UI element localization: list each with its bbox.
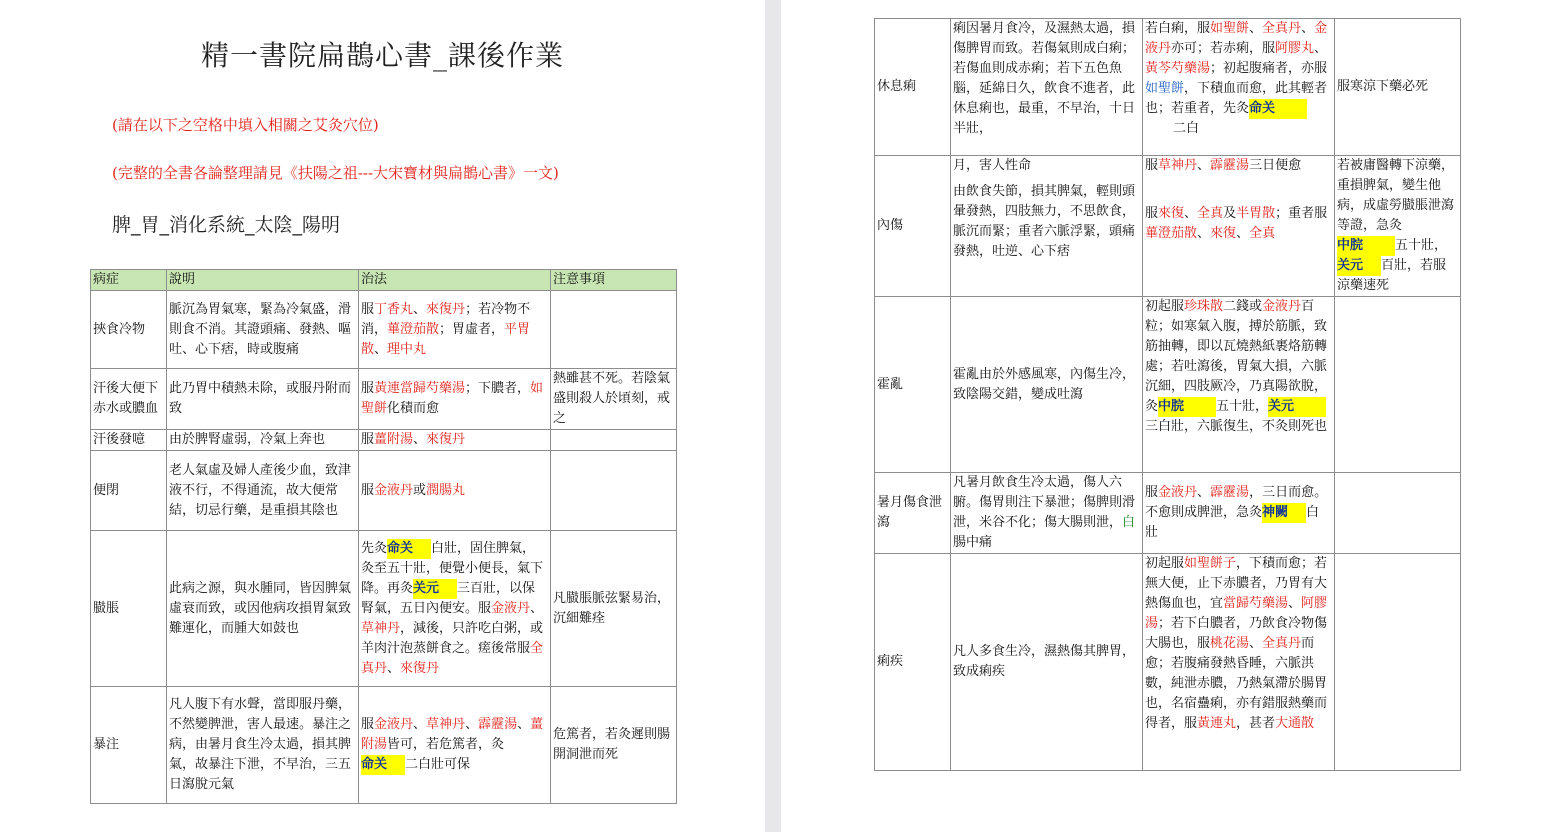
remedy: 如聖餅 bbox=[1145, 81, 1185, 96]
remedy: 全真 bbox=[1197, 206, 1224, 221]
caution-cell bbox=[1335, 554, 1461, 771]
remedy: 霹靂湯 bbox=[1210, 158, 1250, 173]
caution-cell: 服寒涼下藥必死 bbox=[1335, 19, 1461, 156]
section-title: 脾_胃_消化系統_太陰_陽明 bbox=[112, 214, 341, 236]
description-cell: 凡人腹下有水聲，當即服丹藥，不然變脾泄，害人最速。暴注之病，由暑月食生冷太過，損其脾氣，故暴注下泄，不早治，三五日瀉脫元氣 bbox=[167, 687, 359, 804]
remedy: 大通散 bbox=[1275, 716, 1315, 731]
disease-cell: 痢疾 bbox=[875, 554, 951, 771]
acupoint-highlight: 命关 bbox=[387, 539, 431, 559]
table-row bbox=[91, 369, 677, 430]
remedy: 半胃散 bbox=[1236, 206, 1276, 221]
remedy: 來復 bbox=[1158, 206, 1185, 221]
table-header-row bbox=[91, 270, 677, 291]
remedy: 霹靂湯 bbox=[1210, 485, 1250, 500]
instruction-note: (請在以下之空格中填入相關之艾灸穴位) bbox=[112, 116, 379, 134]
caution-cell bbox=[551, 430, 677, 451]
acupoint-highlight: 中脘 bbox=[1158, 397, 1216, 417]
treatment-cell: 服金液丹或潤腸丸 bbox=[359, 451, 551, 531]
remedy: 如聖餅 bbox=[1210, 21, 1250, 36]
disease-cell: 便閉 bbox=[91, 451, 167, 531]
document-page-2 bbox=[781, 0, 1541, 832]
table-row bbox=[875, 297, 1461, 473]
remedy: 來復丹 bbox=[426, 432, 466, 447]
reference-note: (完整的全書各論整理請見《扶陽之祖---大宋寶材與扁鵲心書》一文) bbox=[112, 164, 559, 182]
remedy: 薑附湯 bbox=[374, 432, 414, 447]
treatment-cell: 初起服如聖餅子，下積而愈；若無大便，止下赤膿者，乃胃有大熱傷血也，宜當歸芍藥湯、阿膠湯；若下白膿者，乃飲食冷物傷大腸也，服桃花湯、全真丹而愈；若腹痛發熱昏睡，六脈洪數，純泄赤膿，乃熱氣滯於腸胃也，名宿蠱痢，亦有錯服熱藥而得者，服黃連丸，甚者大通散 bbox=[1143, 554, 1335, 771]
disease-cell: 內傷 bbox=[875, 156, 951, 297]
disease-cell: 暑月傷食泄瀉 bbox=[875, 473, 951, 554]
remedy: 平胃散 bbox=[361, 321, 531, 357]
remedy: 阿膠湯 bbox=[1145, 596, 1328, 631]
remedy: 來復丹 bbox=[400, 660, 440, 676]
treatment-cell: 服黃連當歸芍藥湯；下膿者，如聖餅化積而愈 bbox=[359, 369, 551, 430]
remedy: 當歸芍藥湯 bbox=[1223, 596, 1289, 611]
remedy: 金液丹 bbox=[1158, 485, 1198, 500]
table-row bbox=[875, 554, 1461, 771]
caution-cell bbox=[1335, 473, 1461, 554]
table-row bbox=[91, 291, 677, 369]
description-cell: 此病之源，與水腫同，皆因脾氣虛衰而致，或因他病攻損胃氣致難運化，而腫大如鼓也 bbox=[167, 531, 359, 687]
remedy: 潤腸丸 bbox=[426, 482, 466, 498]
table-row bbox=[91, 451, 677, 531]
caution-cell bbox=[1335, 297, 1461, 473]
remedy: 理中丸 bbox=[387, 341, 427, 357]
treatment-cell: 若白痢，服如聖餅、全真丹、金液丹亦可；若赤痢，服阿膠丸、黃芩芍藥湯；初起腹痛者，亦服如聖餅，下積血而愈，此其輕者也；若重者，先灸命关二白 bbox=[1143, 19, 1335, 156]
disease-cell: 臌脹 bbox=[91, 531, 167, 687]
remedy: 草神丹 bbox=[426, 717, 466, 732]
remedy: 來復丹 bbox=[426, 301, 466, 317]
disease-cell: 暴注 bbox=[91, 687, 167, 804]
description-cell: 凡人多食生冷，濕熱傷其脾胃，致成痢疾 bbox=[951, 554, 1143, 771]
acupoint-highlight: 关元 bbox=[413, 579, 457, 599]
remedy: 金液丹 bbox=[374, 717, 414, 732]
remedy: 珍珠散 bbox=[1184, 299, 1224, 314]
remedy: 如聖餅子 bbox=[1184, 556, 1237, 571]
acupoint-highlight: 命关 bbox=[361, 755, 405, 775]
remedy: 如聖餅 bbox=[361, 381, 544, 416]
remedy: 草神丹 bbox=[1158, 158, 1198, 173]
disease-cell: 霍亂 bbox=[875, 297, 951, 473]
remedy: 蓽澄茄散 bbox=[387, 321, 440, 337]
acupoint-highlight: 中脘 bbox=[1337, 236, 1395, 256]
remedy: 黃芩芍藥湯 bbox=[1145, 61, 1211, 76]
table-row bbox=[875, 156, 1461, 297]
table-row bbox=[91, 531, 677, 687]
treatment-cell: 初起服珍珠散二錢或金液丹百粒；如寒氣入腹，搏於筋脈，致筋抽轉，即以瓦燒熱紙裹烙筋轉處；若吐瀉後，胃氣大損，六脈沉細，四肢厥冷，乃真陽欲脫，灸中脘 五十壯，关元三白壯，六脈復生，不灸則死也 bbox=[1143, 297, 1335, 473]
remedy: 金液丹 bbox=[491, 600, 531, 616]
remedy: 來復 bbox=[1210, 226, 1237, 241]
treatment-cell: 服金液丹、草神丹、霹靂湯、薑附湯皆可，若危篤者，灸命关 二白壯可保 bbox=[359, 687, 551, 804]
remedy: 草神丹 bbox=[361, 620, 401, 636]
treatment-cell: 服草神丹、霹靂湯三日便愈 服來復、全真及半胃散；重者服蓽澄茄散、來復、全真 bbox=[1143, 156, 1335, 297]
remedy: 金液丹 bbox=[374, 482, 414, 498]
remedy-table-part-2 bbox=[874, 18, 1461, 771]
table-row bbox=[875, 473, 1461, 554]
treatment-cell: 服金液丹、霹靂湯，三日而愈。不愈則成脾泄，急灸神闕 白壯 bbox=[1143, 473, 1335, 554]
remedy: 全真丹 bbox=[1262, 636, 1302, 651]
caution-cell: 凡臌脹脈弦緊易治，沉細難痊 bbox=[551, 531, 677, 687]
disease-cell: 挾食冷物 bbox=[91, 291, 167, 369]
caution-cell: 若被庸醫轉下涼藥，重損脾氣，變生他病，成虛勞臌脹泄瀉等證，急灸中脘 五十壯，关元 百壯，若服涼藥速死 bbox=[1335, 156, 1461, 297]
table-row bbox=[91, 430, 677, 451]
description-cell: 脈沉為胃氣寒，緊為冷氣盛，滑則食不消。其證頭痛、發熱、嘔吐、心下痞，時或腹痛 bbox=[167, 291, 359, 369]
remedy: 全真 bbox=[1249, 226, 1276, 241]
acupoint-highlight: 关元 bbox=[1337, 256, 1381, 276]
description-cell: 凡暑月飲食生冷太過，傷人六腑。傷胃則注下暴泄；傷脾則滑泄，米谷不化；傷大腸則泄，白腸中痛 bbox=[951, 473, 1143, 554]
remedy-table-part-1 bbox=[90, 269, 677, 804]
description-cell: 霍亂由於外感風寒，內傷生冷，致陰陽交錯，變成吐瀉 bbox=[951, 297, 1143, 473]
remedy: 金液丹 bbox=[1262, 299, 1302, 314]
remedy: 黃連當歸芍藥湯 bbox=[374, 381, 466, 396]
caution-cell bbox=[551, 451, 677, 531]
remedy: 丁香丸 bbox=[374, 301, 414, 317]
acupoint-highlight: 关元 bbox=[1268, 397, 1326, 417]
description-cell: 痢因暑月食冷，及濕熱太過，損傷脾胃而致。若傷氣則成白痢；若傷血則成赤痢；若下五色魚腦，延綿日久，飲食不進者，此休息痢也，最重，不早治，十日半壯， bbox=[951, 19, 1143, 156]
remedy: 霹靂湯 bbox=[478, 717, 518, 732]
description-cell: 此乃胃中積熱未除，或服丹附而致 bbox=[167, 369, 359, 430]
remedy: 黃連丸 bbox=[1197, 716, 1237, 731]
acupoint-highlight: 命关 bbox=[1249, 99, 1307, 119]
treatment-cell: 服丁香丸、來復丹；若冷物不消，蓽澄茄散；胃虛者，平胃散、理中丸 bbox=[359, 291, 551, 369]
treatment-cell: 先灸命关 白壯，固住脾氣，灸至五十壯，便覺小便長，氣下降。再灸关元 三百壯，以保腎氣，五日內便安。服金液丹、草神丹，減後，只許吃白粥，或羊肉汁泡蒸餅食之。瘥後常服全真丹、來復丹 bbox=[359, 531, 551, 687]
remedy: 阿膠丸 bbox=[1275, 41, 1315, 56]
header-description: 說明 bbox=[167, 270, 359, 291]
acupoint-highlight: 神闕 bbox=[1262, 503, 1306, 523]
table-row bbox=[91, 687, 677, 804]
description-cell: 由於脾腎虛弱，冷氣上奔也 bbox=[167, 430, 359, 451]
document-title: 精一書院扁鵲心書_課後作業 bbox=[200, 39, 564, 72]
caution-cell bbox=[551, 291, 677, 369]
disease-cell: 汗後發噫 bbox=[91, 430, 167, 451]
remedy: 全真丹 bbox=[1262, 21, 1302, 36]
remedy: 薑附湯 bbox=[361, 717, 544, 752]
header-treatment: 治法 bbox=[359, 270, 551, 291]
disease-cell: 休息痢 bbox=[875, 19, 951, 156]
remedy: 全真丹 bbox=[361, 640, 544, 676]
table-row bbox=[875, 19, 1461, 156]
remedy: 金液丹 bbox=[1145, 21, 1328, 56]
description-cell: 老人氣虛及婦人產後少血，致津液不行，不得通流，故大便常結，切忌行藥，是重損其陰也 bbox=[167, 451, 359, 531]
header-disease: 病症 bbox=[91, 270, 167, 291]
treatment-cell: 服薑附湯、來復丹 bbox=[359, 430, 551, 451]
header-cautions: 注意事項 bbox=[551, 270, 677, 291]
remedy: 桃花湯 bbox=[1210, 636, 1250, 651]
disease-cell: 汗後大便下赤水或膿血 bbox=[91, 369, 167, 430]
document-page-1 bbox=[0, 0, 765, 832]
caution-cell: 熱雖甚不死。若陰氣盛則殺人於頃刻，戒之 bbox=[551, 369, 677, 430]
caution-cell: 危篤者，若灸遲則腸開洞泄而死 bbox=[551, 687, 677, 804]
page-gap bbox=[765, 0, 781, 832]
remedy: 蓽澄茄散 bbox=[1145, 226, 1198, 241]
description-cell: 月，害人性命 由飲食失節，損其脾氣，輕則頭暈發熱，四肢無力，不思飲食，脈沉而緊；重者六脈浮緊，頭痛發熱，吐逆、心下痞 bbox=[951, 156, 1143, 297]
